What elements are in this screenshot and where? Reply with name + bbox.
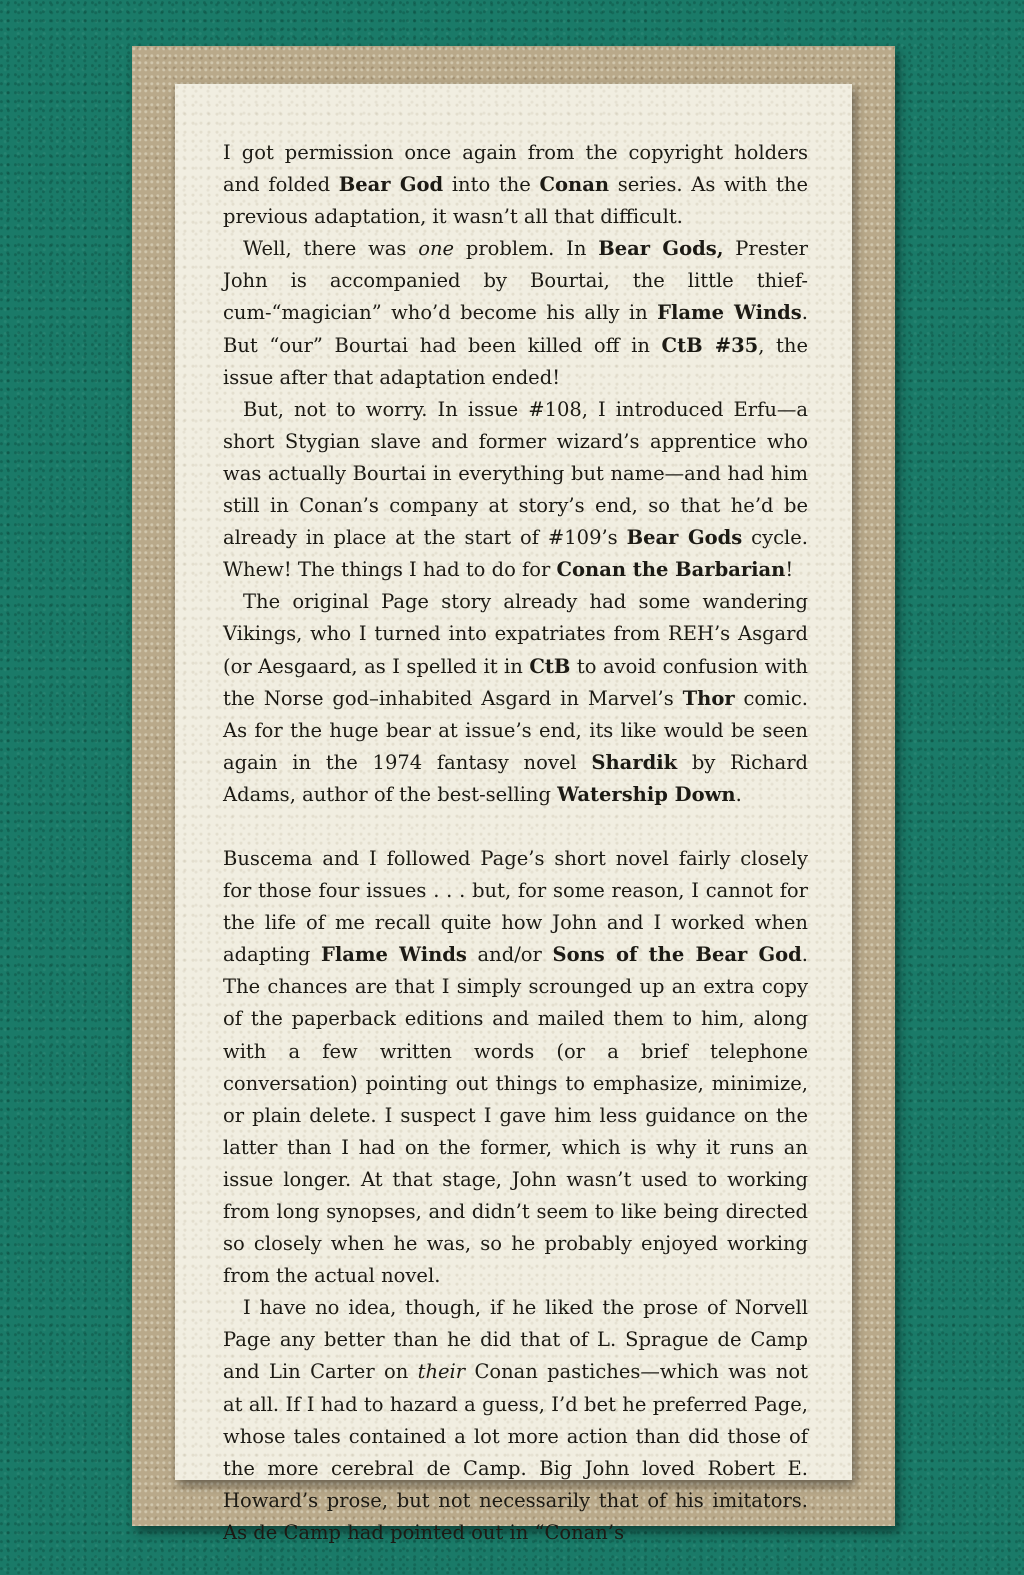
bold-title: Flame Winds (320, 943, 467, 967)
text-run: to avoid confusion with the Norse god–inhabited Asgard in Marvel’s (223, 654, 808, 710)
text-run: , the issue after that adaptation ended! (223, 333, 808, 389)
paragraph (223, 586, 808, 811)
text-run: cycle. Whew! The things I had to do for (223, 526, 808, 582)
text-run: comic. As for the huge bear at issue’s end, its like would be seen again in the 1974 fantasy novel (223, 686, 808, 774)
emphasis: one (418, 237, 455, 261)
text-run: Conan pastiches—which was not at all. If I had to hazard a guess, I’d bet he preferred Page, whose tales contained a lot more action than did those of the more cerebral de Camp. Big John loved Robert E. Howard’s prose, but not necessarily that of his imitators. As de Camp had pointed out in “Conan’s (223, 1360, 808, 1544)
text-run: . But “our” Bourtai had been killed off in (223, 301, 808, 357)
text-run: . (735, 782, 742, 806)
text-run: I have no idea, though, if he liked the prose of Norvell Page any better than he did that of L. Sprague de Camp and Lin Carter on (223, 1296, 808, 1384)
text-run: Prester John is accompanied by Bourtai, the little thief-cum-“magician” who’d become his ally in (223, 237, 808, 325)
bold-title: Shardik (591, 750, 678, 774)
text-run: . The chances are that I simply scrounged up an extra copy of the paperback editions and mailed them to him, along with a few written words (or a brief telephone conversation) pointing out things to emphasize, minimize, or plain delete. I suspect I gave him less guidance on the latter than I had on the former, which is why it runs an issue longer. At that stage, John wasn’t used to working from long synopses, and didn’t seem to like being directed so closely when he was, so he probably enjoyed working from the actual novel. (223, 943, 808, 1288)
bold-title: Flame Winds (657, 301, 802, 325)
text-run: and/or (466, 943, 553, 967)
bold-title: Watership Down (557, 782, 736, 806)
bold-title: CtB (529, 654, 571, 678)
text-run: But, not to worry. In issue #108, I introduced Erfu—a short Stygian slave and former wizard’s apprentice who was actually Bourtai in everything but name—and had him still in Conan’s company at story’s end, so that he’d be already in place at the start of #109’s (223, 397, 808, 550)
paragraph (223, 233, 808, 393)
text-run: I got permission once again from the copyright holders and folded (223, 141, 808, 197)
paragraph (223, 394, 808, 587)
text-run: ! (785, 558, 794, 582)
bold-title: Bear Gods, (598, 237, 724, 261)
bold-title: Conan (539, 173, 610, 197)
text-run: Buscema and I followed Page’s short novel fairly closely for those four issues . . . but, for some reason, I cannot for the life of me recall quite how John and I worked when adapting (223, 846, 808, 967)
bold-title: CtB #35 (661, 333, 759, 357)
bold-title: Thor (682, 686, 735, 710)
paragraph (223, 843, 808, 1292)
paragraph (223, 137, 808, 233)
bold-title: Bear God (338, 173, 444, 197)
text-run: into the (443, 173, 540, 197)
text-run: series. As with the previous adaptation, it wasn’t all that difficult. (223, 173, 808, 229)
bold-title: Sons of the Bear God (552, 943, 802, 967)
bold-title: Bear Gods (626, 526, 743, 550)
article-text (223, 137, 808, 1549)
text-run: Well, there was (243, 237, 419, 261)
bold-title: Conan the Barbarian (556, 558, 786, 582)
text-run: by Richard Adams, author of the best-selling (223, 750, 808, 806)
emphasis: their (417, 1360, 466, 1384)
text-run: problem. In (454, 237, 599, 261)
paragraph (223, 1292, 808, 1549)
text-run: The original Page story already had some wandering Vikings, who I turned into expatriates from REH’s Asgard (or Aesgaard, as I spelled it in (223, 590, 808, 678)
